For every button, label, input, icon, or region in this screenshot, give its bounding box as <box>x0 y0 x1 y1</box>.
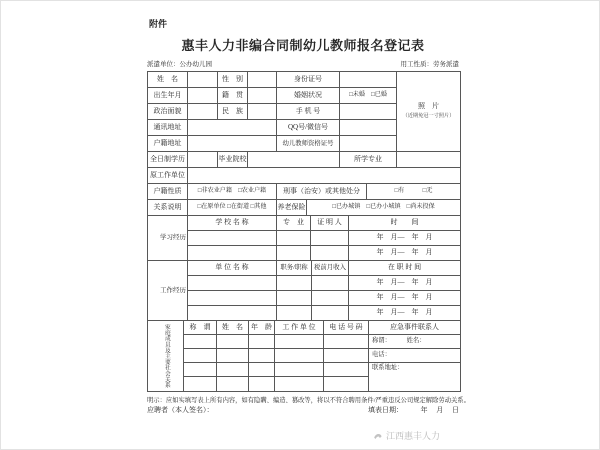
edu-school-input-cell <box>188 231 277 246</box>
table-row <box>148 152 460 168</box>
table-row <box>188 276 460 291</box>
fulltime-education-input-cell <box>188 152 218 168</box>
education-history-section <box>148 216 460 261</box>
work-type-label: 用工性质：劳务派遣 <box>400 61 459 68</box>
table-header-row <box>188 216 460 231</box>
edu-major-header: 专 业 <box>277 216 311 231</box>
household-type-options: □非农业户籍 □农业户籍 <box>188 184 277 200</box>
family-unit-input-cell <box>275 349 324 363</box>
family-section-label: 家庭成员及主要社会关系 <box>148 321 184 391</box>
form-note: 明示：应如实填写表上所有内容，如有隐瞒、编造、篡改等，将以不符合聘用条件/严重违反公司规定解除劳动关系。 <box>147 397 470 404</box>
comm-address-label: 通讯地址 <box>148 120 188 136</box>
family-unit-input-cell <box>275 363 324 377</box>
punishment-label: 刑事（治安）或其他处分 <box>277 184 367 200</box>
table-row <box>148 168 460 184</box>
family-phone-input-cell <box>324 349 369 363</box>
table-row <box>148 136 397 152</box>
former-employer-label: 原工作单位 <box>148 168 188 184</box>
graduate-school-input-cell <box>248 152 340 168</box>
logo-text: 江西惠丰人力 <box>386 431 441 441</box>
household-address-label: 户籍地址 <box>148 136 188 152</box>
work-income-input-cell <box>312 276 349 291</box>
family-name-input-cell <box>217 335 249 349</box>
subheader-row <box>147 59 459 68</box>
mobile-label: 手 机 号 <box>277 104 340 120</box>
family-relation-input-cell <box>184 363 217 377</box>
family-age-input-cell <box>249 363 275 377</box>
table-row <box>148 184 460 200</box>
signature-label: 应聘者（本人签名）： <box>147 406 214 414</box>
family-phone-header: 电 话 号 码 <box>324 321 369 335</box>
household-address-input-cell <box>188 136 277 152</box>
work-time-header: 在 职 时 间 <box>349 261 460 276</box>
family-relation-input-cell <box>184 377 217 391</box>
edu-reference-input-cell <box>311 246 349 261</box>
family-phone-input-cell <box>324 335 369 349</box>
education-grid <box>188 216 460 261</box>
edu-time-header: 时 间 <box>349 216 460 231</box>
photo-cell <box>397 72 460 152</box>
work-unit-header: 单 位 名 称 <box>188 261 277 276</box>
former-employer-input-cell <box>188 168 460 184</box>
emergency-relation-name-cell: 称谓： 姓名： <box>369 335 460 349</box>
work-history-section <box>148 261 460 321</box>
basic-left-grid <box>148 72 397 152</box>
family-unit-header: 工 作 单 位 <box>275 321 324 335</box>
gender-input-cell <box>248 72 277 88</box>
page-title: 惠丰人力非编合同制幼儿教师报名登记表 <box>181 38 425 53</box>
family-phone-input-cell <box>324 363 369 377</box>
id-number-input-cell <box>340 72 397 88</box>
table-row <box>188 291 460 306</box>
relation-options: □在原单位 □在街道 □其他 <box>188 200 277 216</box>
table-row <box>184 377 369 391</box>
table-row <box>148 200 460 216</box>
family-relation-header: 称 谓 <box>184 321 217 335</box>
attachment-label: 附件 <box>149 19 168 29</box>
edu-major-input-cell <box>277 231 311 246</box>
work-time-cell: 年 月— 年 月 <box>349 276 460 291</box>
table-header-row <box>188 261 460 276</box>
work-income-input-cell <box>312 306 349 321</box>
work-time-cell: 年 月— 年 月 <box>349 291 460 306</box>
edu-reference-input-cell <box>311 231 349 246</box>
family-unit-input-cell <box>275 377 324 391</box>
punishment-options: □有 □无 <box>367 184 460 200</box>
edu-reference-header: 证 明 人 <box>311 216 349 231</box>
table-row <box>188 246 460 261</box>
table-row <box>148 88 397 104</box>
table-row <box>184 349 369 363</box>
family-age-input-cell <box>249 377 275 391</box>
fulltime-education-label: 全日制学历 <box>148 152 188 168</box>
emergency-phone-cell: 电话： <box>369 349 460 363</box>
edu-major-input-cell <box>277 246 311 261</box>
registration-form-table <box>147 71 461 392</box>
qq-wechat-label: QQ号/微信号 <box>277 120 340 136</box>
marital-label: 婚姻状况 <box>277 88 340 104</box>
work-time-cell: 年 月— 年 月 <box>349 306 460 321</box>
qq-wechat-input-cell <box>340 120 397 136</box>
table-row <box>188 231 460 246</box>
id-number-label: 身份证号 <box>277 72 340 88</box>
political-label: 政治面貌 <box>148 104 188 120</box>
family-phone-input-cell <box>324 377 369 391</box>
work-grid <box>188 261 460 321</box>
table-row <box>148 72 397 88</box>
name-input-cell <box>188 72 218 88</box>
graduate-school-label: 毕业院校 <box>218 152 248 168</box>
basic-info-section <box>148 72 460 152</box>
emergency-contact-header: 应急事件联系人 <box>369 321 460 335</box>
political-input-cell <box>188 104 218 120</box>
edu-time-cell: 年 月— 年 月 <box>349 246 460 261</box>
table-row <box>188 306 460 321</box>
dispatch-unit-label: 派遣单位：公办幼儿园 <box>147 61 212 68</box>
photo-note: （近期免冠一寸照片） <box>402 112 455 119</box>
family-relation-input-cell <box>184 349 217 363</box>
work-unit-input-cell <box>188 306 277 321</box>
emergency-address-cell: 联系地址： <box>372 364 404 371</box>
birth-label: 出生年月 <box>148 88 188 104</box>
work-position-input-cell <box>277 291 312 306</box>
relation-note-label: 关系说明 <box>148 200 188 216</box>
mobile-input-cell <box>340 104 397 120</box>
pension-label: 养老保险 <box>277 200 307 216</box>
ethnic-input-cell <box>248 104 277 120</box>
emergency-contact-column <box>369 321 460 391</box>
major-input-cell <box>397 152 460 168</box>
family-name-input-cell <box>217 377 249 391</box>
work-unit-input-cell <box>188 276 277 291</box>
signature-row <box>147 405 459 415</box>
family-age-header: 年 龄 <box>249 321 275 335</box>
work-unit-input-cell <box>188 291 277 306</box>
table-row <box>148 104 397 120</box>
table-row <box>184 363 369 377</box>
teacher-cert-label: 幼儿教师资格证号 <box>277 136 340 152</box>
work-position-input-cell <box>277 306 312 321</box>
name-label: 姓 名 <box>148 72 188 88</box>
birth-input-cell <box>188 88 218 104</box>
work-income-header: 税前月收入 <box>312 261 349 276</box>
family-section <box>148 321 460 391</box>
education-section-label: 学习经历 <box>148 216 188 261</box>
table-row <box>148 120 397 136</box>
table-header-row <box>184 321 369 335</box>
table-row <box>184 335 369 349</box>
work-position-input-cell <box>277 276 312 291</box>
edu-school-header: 学 校 名 称 <box>188 216 277 231</box>
gender-label: 性 别 <box>218 72 248 88</box>
work-section-label: 工作经历 <box>148 261 188 321</box>
photo-label: 照 片 <box>418 102 439 111</box>
work-position-header: 职务/职称 <box>277 261 312 276</box>
native-place-label: 籍 贯 <box>218 88 248 104</box>
comm-address-input-cell <box>188 120 277 136</box>
edu-school-input-cell <box>188 246 277 261</box>
edu-time-cell: 年 月— 年 月 <box>349 231 460 246</box>
work-income-input-cell <box>312 291 349 306</box>
native-place-input-cell <box>248 88 277 104</box>
date-label: 填表日期： 年 月 日 <box>368 406 459 414</box>
marital-options: □未婚 □已婚 <box>340 88 397 104</box>
teacher-cert-input-cell <box>340 136 397 152</box>
ethnic-label: 民 族 <box>218 104 248 120</box>
family-age-input-cell <box>249 349 275 363</box>
footer-logo <box>373 429 440 442</box>
family-name-input-cell <box>217 349 249 363</box>
family-relation-input-cell <box>184 335 217 349</box>
family-name-header: 姓 名 <box>217 321 249 335</box>
pension-options: □已办城镇 □已办小城镇 □尚未投保 <box>307 200 460 216</box>
family-name-input-cell <box>217 363 249 377</box>
family-unit-input-cell <box>275 335 324 349</box>
logo-icon <box>373 431 383 441</box>
family-grid <box>184 321 369 391</box>
major-label: 所学专业 <box>340 152 397 168</box>
family-age-input-cell <box>249 335 275 349</box>
household-type-label: 户籍性质 <box>148 184 188 200</box>
